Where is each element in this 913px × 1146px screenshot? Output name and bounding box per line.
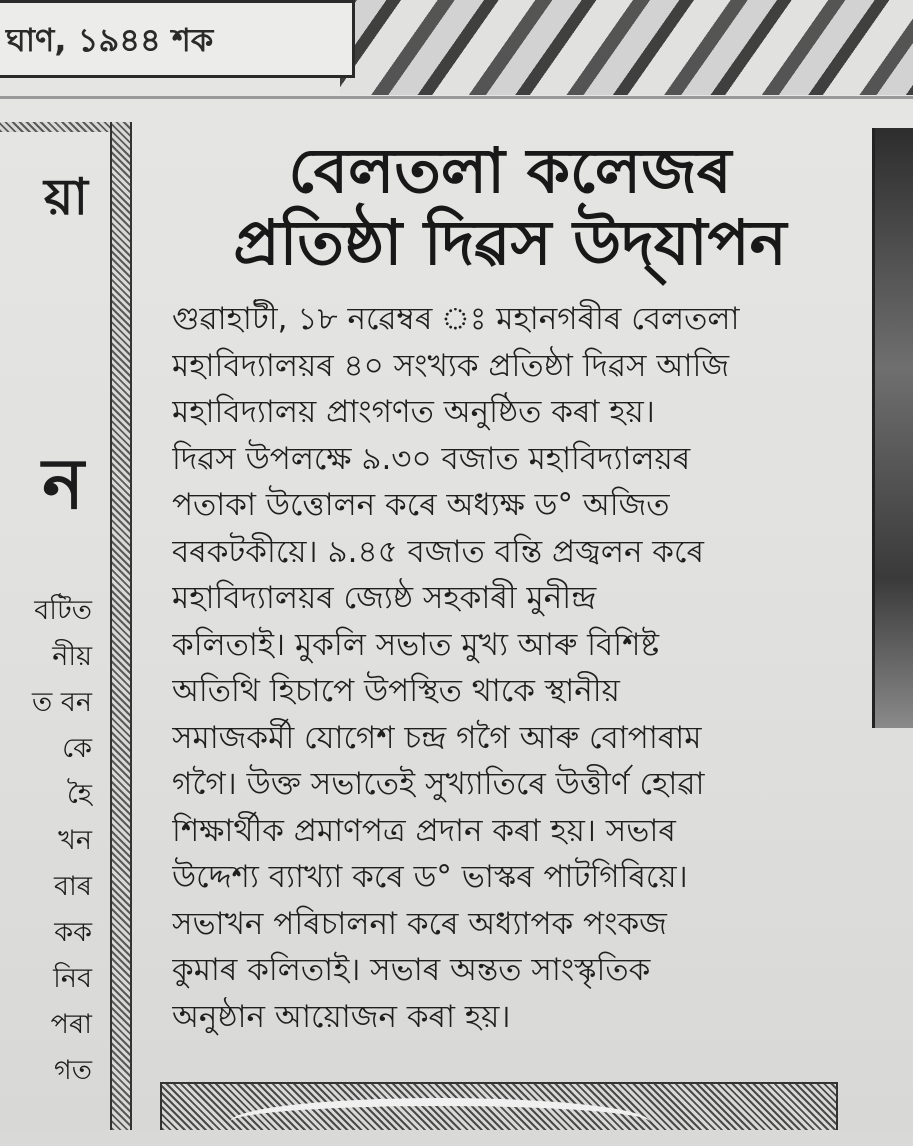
body-line: কুমাৰ কলিতাই। সভাৰ অন্তত সাংস্কৃতিক (172, 952, 651, 988)
left-line: নীয় (52, 641, 92, 672)
left-line: বটিত (34, 595, 92, 626)
left-line: নিব (53, 963, 92, 994)
left-line: বাৰ (53, 871, 92, 902)
body-line: কলিতাই। মুকলি সভাত মুখ্য আৰু বিশিষ্ট (172, 626, 660, 663)
dateline-box (0, 0, 355, 78)
left-line: কে (62, 733, 92, 764)
body-line: মহাবিদ্যালয় প্ৰাংগণত অনুষ্ঠিত কৰা হয়। (172, 394, 655, 430)
dateline-text: ঘাণ, ১৯৪৪ শক (6, 21, 214, 59)
body-line: মহাবিদ্যালয়ৰ জ্যেষ্ঠ সহকাৰী মুনীন্দ্ৰ (172, 580, 597, 616)
top-photo-fragment (340, 0, 913, 95)
body-line: পতাকা উত্তোলন কৰে অধ্যক্ষ ড° অজিত (172, 487, 670, 523)
right-photo-fragment (872, 128, 913, 728)
body-line: মহাবিদ্যালয়ৰ ৪০ সংখ্যক প্ৰতিষ্ঠা দিৱস আজি (172, 347, 730, 384)
article-body (172, 296, 862, 1040)
body-line: উদ্দেশ্য ব্যাখ্যা কৰে ড° ভাস্কৰ পাটগিৰিয়ে। (172, 859, 688, 895)
left-line: হৈ (66, 779, 92, 810)
left-line: খন (58, 825, 92, 856)
left-border-rule (110, 122, 132, 1130)
left-big-fragment: ন (42, 443, 84, 525)
article-headline (150, 135, 870, 279)
left-line: ত বন (32, 687, 92, 718)
bottom-heading-fragment (230, 1098, 650, 1146)
left-line: পৰা (50, 1009, 92, 1040)
body-line: শিক্ষাৰ্থীক প্ৰমাণপত্ৰ প্ৰদান কৰা হয়। সভাৰ (172, 812, 676, 849)
body-line: গগৈ। উক্ত সভাতেই সুখ্যাতিৰে উত্তীৰ্ণ হোৱা (172, 766, 705, 802)
body-line: গুৱাহাটী, ১৮ নৱেম্বৰ ঃ মহানগৰীৰ বেলতলা (172, 301, 740, 337)
body-line: অতিথি হিচাপে উপস্থিত থাকে স্থানীয় (172, 673, 620, 709)
left-line: কক (54, 917, 92, 948)
body-line: সভাখন পৰিচালনা কৰে অধ্যাপক পংকজ (172, 905, 667, 942)
left-column-fragment (0, 120, 98, 1130)
top-rule (0, 96, 913, 99)
body-line: দিৱস উপলক্ষে ৯.৩০ বজাত মহাবিদ্যালয়ৰ (172, 440, 691, 477)
left-line: গত (54, 1055, 92, 1086)
headline-line: প্ৰতিষ্ঠা দিৱস উদ্‌যাপন (233, 206, 787, 279)
body-line: অনুষ্ঠান আয়োজন কৰা হয়। (172, 998, 511, 1035)
body-line: সমাজকৰ্মী যোগেশ চন্দ্ৰ গগৈ আৰু বোপাৰাম (172, 719, 702, 756)
headline-line: বেলতলা কলেজৰ (288, 134, 732, 207)
left-heading-fragment: য়া (44, 168, 88, 226)
body-line: বৰকটকীয়ে। ৯.৪৫ বজাত বন্তি প্ৰজ্বলন কৰে (172, 533, 704, 570)
